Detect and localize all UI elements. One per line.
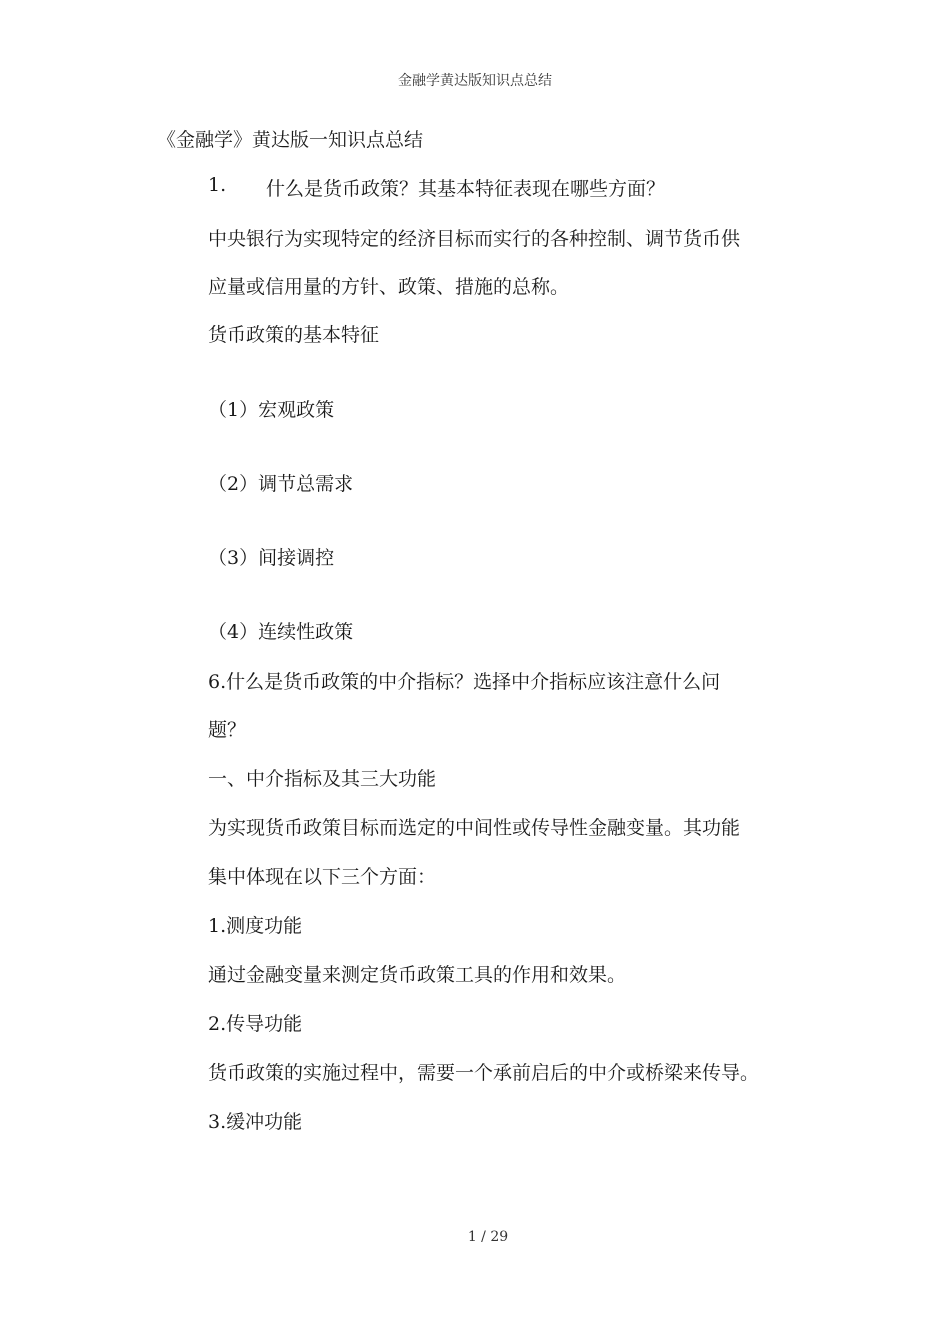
list-item: （1）宏观政策 (208, 399, 335, 421)
subheading: 3.缓冲功能 (208, 1111, 303, 1133)
subheading: 2.传导功能 (208, 1013, 303, 1035)
subheading: 1.测度功能 (208, 915, 303, 937)
paragraph-line: 货币政策的实施过程中，需要一个承前启后的中介或桥梁来传导。 (208, 1062, 760, 1084)
list-item: （2）调节总需求 (208, 473, 354, 495)
question-6: 6.什么是货币政策的中介指标？选择中介指标应该注意什么问 (208, 671, 721, 693)
list-item: （4）连续性政策 (208, 621, 354, 643)
paragraph-line: 中央银行为实现特定的经济目标而实行的各种控制、调节货币供 (208, 228, 741, 250)
paragraph-line: 通过金融变量来测定货币政策工具的作用和效果。 (208, 964, 627, 986)
page-number: 1 / 29 (467, 1229, 509, 1245)
list-item: （3）间接调控 (208, 547, 335, 569)
question-1-text: 什么是货币政策？其基本特征表现在哪些方面？ (266, 178, 666, 200)
section-heading: 一、中介指标及其三大功能 (208, 768, 437, 790)
paragraph-line: 应量或信用量的方针、政策、措施的总称。 (208, 276, 570, 298)
question-1-number: 1. (208, 174, 227, 196)
running-header: 金融学黄达版知识点总结 (398, 73, 552, 89)
question-6-continued: 题？ (208, 719, 247, 741)
document-title: 《金融学》黄达版一知识点总结 (157, 129, 424, 151)
section-heading: 货币政策的基本特征 (208, 324, 380, 346)
paragraph-line: 集中体现在以下三个方面： (208, 866, 437, 888)
paragraph-line: 为实现货币政策目标而选定的中间性或传导性金融变量。其功能 (208, 817, 741, 839)
